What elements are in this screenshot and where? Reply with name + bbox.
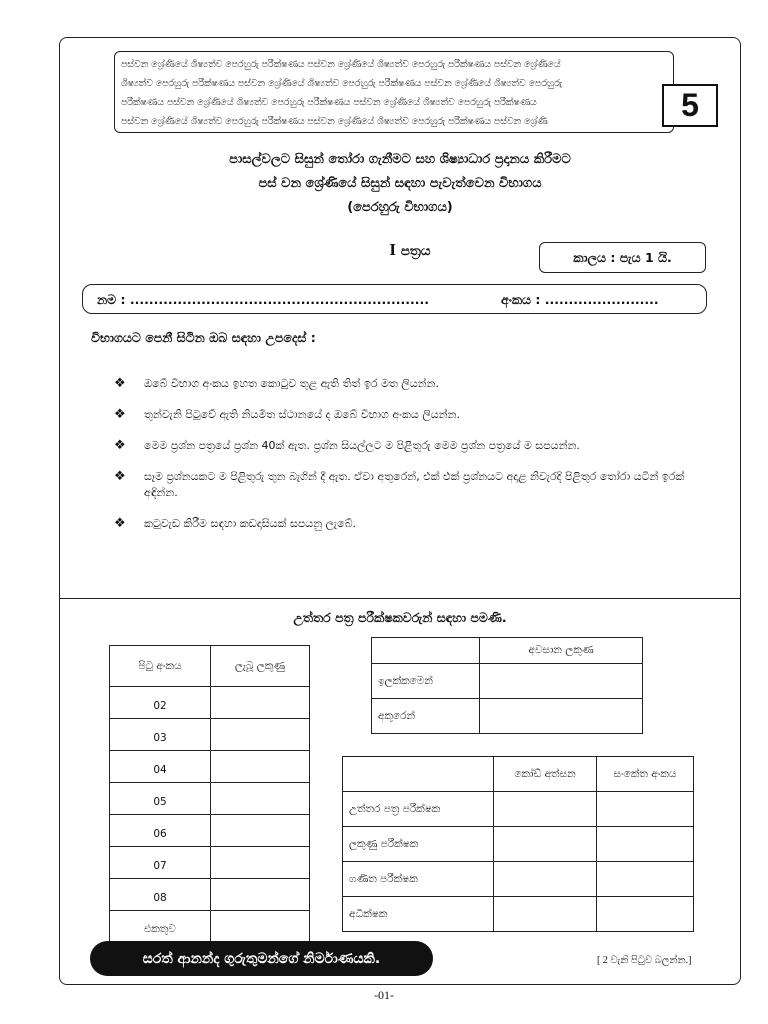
page-number-cell: 08	[110, 879, 211, 911]
banner-line: ශිෂ්‍යත්ව පෙරහුරු පරීක්ෂණය පස්වන ශ්‍රේණියේ ශිෂ්‍යත්ව පෙරහුරු පරීක්ෂණය පස්වන ශ්‍රේණියේ ශිෂ්‍යත්ව පෙරහුරු	[121, 78, 562, 89]
watermark-banner	[114, 51, 699, 133]
total-cell[interactable]	[211, 911, 310, 943]
instruction-text: තුන්වැනි පිටුවේ ඇති නියමිත ස්ථානයේ ද ඔබේ විභාග අංකය ලියන්න.	[144, 408, 460, 421]
examiner-role: ගණිත පරීක්ෂක	[343, 862, 494, 897]
code-cell[interactable]	[597, 792, 694, 827]
marks-header-obtained: ලැබූ ලකුණු	[211, 646, 310, 687]
marks-cell[interactable]	[211, 687, 310, 719]
title-line-1: පාසල්වලට සිසුන් තෝරා ගැනීමට සහ ශිෂ්‍යාධාර ප්‍රදානය කිරීමට	[229, 152, 571, 167]
table-row	[110, 687, 310, 719]
section-divider	[60, 598, 740, 599]
examiner-header-code: සංකේත අංකය	[597, 757, 694, 792]
page-number: -01-	[374, 988, 394, 1002]
exam-titles	[60, 148, 740, 220]
page-number-cell: 07	[110, 847, 211, 879]
instruction-item	[114, 407, 714, 423]
instruction-text: මෙම ප්‍රශ්න පත්‍රයේ ප්‍රශ්න 40ක් ඇත. ප්‍රශ්න සියල්ලට ම පිළිතුරු මෙම ප්‍රශ්න පත්‍රයේ ම සපයන්න.	[144, 439, 580, 452]
final-header: අවසාන ලකුණ	[480, 638, 643, 664]
page-number-cell: 04	[110, 751, 211, 783]
final-row-label: අකුරෙන්	[372, 699, 480, 734]
instruction-item	[114, 438, 714, 454]
table-row	[110, 751, 310, 783]
marks-cell[interactable]	[211, 847, 310, 879]
marks-cell[interactable]	[211, 815, 310, 847]
table-row	[343, 897, 694, 932]
table-row	[372, 664, 643, 699]
name-index-bar	[82, 284, 707, 314]
paper-roman: I	[389, 240, 397, 259]
author-credit: සරත් ආනන්ද ගුරුතුමන්ගේ නිර්මාණයකි.	[90, 941, 433, 976]
banner-line: පරීක්ෂණය පස්වන ශ්‍රේණියේ ශිෂ්‍යත්ව පෙරහුරු පරීක්ෂණය පස්වන ශ්‍රේණියේ ශිෂ්‍යත්ව පෙරහුරු පරීක්ෂණය	[121, 97, 537, 108]
table-row	[343, 827, 694, 862]
exam-sheet	[59, 37, 741, 985]
page-number-cell: 06	[110, 815, 211, 847]
table-row	[110, 783, 310, 815]
marks-header-page: පිටු අංකය	[110, 646, 211, 687]
final-value-cell[interactable]	[480, 664, 643, 699]
examiner-role: උත්තර පත්‍ර පරීක්ෂක	[343, 792, 494, 827]
table-row	[110, 911, 310, 943]
marks-cell[interactable]	[211, 719, 310, 751]
code-cell[interactable]	[597, 827, 694, 862]
title-line-3: (පෙරහුරු විභාගය)	[347, 200, 453, 215]
table-row	[110, 815, 310, 847]
final-marks-table	[371, 637, 643, 734]
examiner-header-signature: කෝඩ් අත්සන	[494, 757, 597, 792]
table-row	[372, 699, 643, 734]
final-row-label: ඉලක්කමෙන්	[372, 664, 480, 699]
bullet-icon: ❖	[114, 438, 126, 453]
time-box: කාලය : පැය 1 යි.	[539, 242, 706, 273]
banner-line: පස්වන ශ්‍රේණියේ ශිෂ්‍යත්ව පෙරහුරු පරීක්ෂණය පස්වන ශ්‍රේණියේ ශිෂ්‍යත්ව පෙරහුරු පරීක්ෂණය පස්වන ශ්‍රේණි	[121, 116, 548, 127]
table-row	[343, 792, 694, 827]
examiner-role: අධීක්ෂක	[343, 897, 494, 932]
examiner-role: ලකුණු පරීක්ෂක	[343, 827, 494, 862]
signature-cell[interactable]	[494, 897, 597, 932]
page-number-cell: 05	[110, 783, 211, 815]
examiner-section-title: උත්තර පත්‍ර පරීක්ෂකවරුන් සඳහා පමණි.	[293, 610, 507, 625]
instruction-text: කටුවැඩ කිරීම සඳහා කඩදාසියක් සපයනු ලැබේ.	[144, 517, 356, 530]
instruction-item	[114, 376, 714, 392]
turn-page-note: [ 2 වැනි පිටුව බලන්න.]	[597, 955, 692, 966]
final-header-blank	[372, 638, 480, 664]
bullet-icon: ❖	[114, 376, 126, 391]
final-value-cell[interactable]	[480, 699, 643, 734]
table-row	[110, 879, 310, 911]
paper-label	[350, 240, 470, 260]
marks-cell[interactable]	[211, 751, 310, 783]
code-cell[interactable]	[597, 862, 694, 897]
instructions-heading: විභාගයට පෙනී සිටින ඔබ සඳහා උපදෙස් :	[91, 330, 316, 345]
examiner-header-blank	[343, 757, 494, 792]
marks-cell[interactable]	[211, 783, 310, 815]
index-field[interactable]: අංකය : ........................	[501, 292, 659, 307]
page-number-cell: 03	[110, 719, 211, 751]
code-cell[interactable]	[597, 897, 694, 932]
bullet-icon: ❖	[114, 516, 126, 531]
table-row	[110, 719, 310, 751]
bullet-icon: ❖	[114, 469, 126, 484]
grade-badge: 5	[662, 84, 718, 127]
table-row	[343, 862, 694, 897]
signature-cell[interactable]	[494, 827, 597, 862]
instruction-text: ඔබේ විභාග අංකය ඉහත කොටුව තුළ ඇති තිත් ඉර මත ලියන්න.	[144, 377, 439, 390]
total-label-cell: එකතුව	[110, 911, 211, 943]
table-row	[110, 847, 310, 879]
examiner-table	[342, 756, 694, 932]
banner-line: පස්වන ශ්‍රේණියේ ශිෂ්‍යත්ව පෙරහුරු පරීක්ෂණය පස්වන ශ්‍රේණියේ ශිෂ්‍යත්ව පෙරහුරු පරීක්ෂණය පස්වන ශ්‍රේණියේ	[121, 59, 561, 70]
title-line-2: පස් වන ශ්‍රේණියේ සිසුන් සඳහා පැවැත්වෙන විභාගය	[258, 176, 542, 191]
page-number-cell: 02	[110, 687, 211, 719]
instructions-list	[114, 376, 714, 547]
marks-cell[interactable]	[211, 879, 310, 911]
instruction-item	[114, 516, 714, 532]
instruction-text: සෑම ප්‍රශ්නයකට ම පිළිතුරු තුන බැගින් දී ඇත. ඒවා අතුරෙන්, එක් එක් ප්‍රශ්නයට අදාළ නිවැරදි පිළිතුර තෝරා යටින් ඉරක් අඳින්න.	[144, 470, 685, 499]
marks-table	[109, 645, 310, 943]
instruction-item	[114, 469, 714, 501]
bullet-icon: ❖	[114, 407, 126, 422]
name-field[interactable]: නම : ...............................................................	[97, 292, 429, 307]
paper-word: පත්‍රය	[400, 243, 431, 259]
signature-cell[interactable]	[494, 862, 597, 897]
signature-cell[interactable]	[494, 792, 597, 827]
